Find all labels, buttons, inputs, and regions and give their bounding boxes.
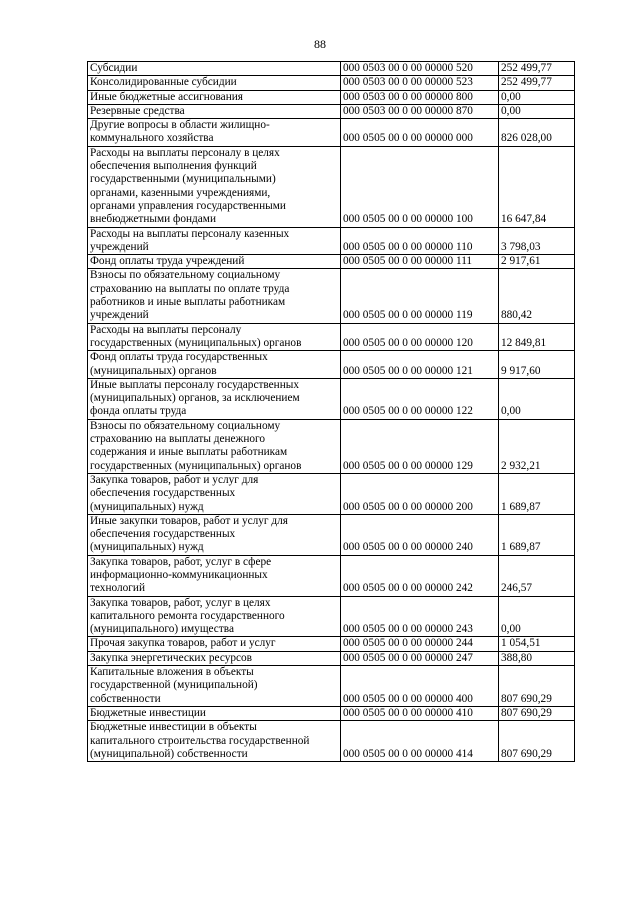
budget-code-cell: 000 0503 00 0 00 00000 520 xyxy=(341,62,499,76)
expense-name-line: Бюджетные инвестиции xyxy=(90,706,206,719)
budget-code-cell: 000 0505 00 0 00 00000 410 xyxy=(341,706,499,720)
expense-name-line: технологий xyxy=(90,582,146,595)
expense-name-line: Фонд оплаты труда учреждений xyxy=(90,255,245,268)
table-row xyxy=(88,351,575,379)
amount-cell: 16 647,84 xyxy=(499,146,575,227)
budget-code-cell: 000 0505 00 0 00 00000 247 xyxy=(341,651,499,665)
amount-cell: 1 689,87 xyxy=(499,473,575,514)
expense-name-line: Прочая закупка товаров, работ и услуг xyxy=(90,637,276,650)
table-row xyxy=(88,255,575,269)
budget-code-cell: 000 0505 00 0 00 00000 240 xyxy=(341,514,499,555)
budget-code-cell: 000 0505 00 0 00 00000 000 xyxy=(341,119,499,147)
expense-name-line: Расходы на выплаты персоналу xyxy=(90,323,242,336)
table-row xyxy=(88,146,575,227)
amount-cell: 807 690,29 xyxy=(499,721,575,762)
expense-name-line: Фонд оплаты труда государственных xyxy=(90,351,268,364)
expense-name-line: Иные закупки товаров, работ и услуг для xyxy=(90,514,288,527)
table-row xyxy=(88,596,575,637)
table-row xyxy=(88,706,575,720)
expense-name-line: (муниципальных) органов xyxy=(90,364,217,377)
amount-cell: 246,57 xyxy=(499,555,575,596)
expense-name-cell xyxy=(88,555,341,596)
budget-code-cell: 000 0505 00 0 00 00000 100 xyxy=(341,146,499,227)
budget-table xyxy=(87,61,575,762)
table-row xyxy=(88,666,575,707)
amount-cell: 807 690,29 xyxy=(499,706,575,720)
expense-name-line: работников и иные выплаты работникам xyxy=(90,296,286,309)
budget-code-cell: 000 0505 00 0 00 00000 244 xyxy=(341,637,499,651)
amount-cell: 826 028,00 xyxy=(499,119,575,147)
expense-name-line: Иные бюджетные ассигнования xyxy=(90,90,243,103)
amount-cell: 0,00 xyxy=(499,90,575,104)
expense-name-cell xyxy=(88,473,341,514)
expense-name-cell xyxy=(88,119,341,147)
expense-name-line: Закупка энергетических ресурсов xyxy=(90,651,252,664)
table-row xyxy=(88,76,575,90)
page-number: 88 xyxy=(314,37,326,51)
expense-name-line: (муниципальных) органов, за исключением xyxy=(90,392,300,405)
table-row xyxy=(88,637,575,651)
expense-name-line: страхованию на выплаты по оплате труда xyxy=(90,282,290,295)
expense-name-cell xyxy=(88,666,341,707)
expense-name-line: информационно-коммуникационных xyxy=(90,568,268,581)
amount-cell: 0,00 xyxy=(499,104,575,118)
table-row xyxy=(88,378,575,419)
expense-name-line: Взносы по обязательному социальному xyxy=(90,269,281,282)
table-row xyxy=(88,104,575,118)
budget-code-cell: 000 0505 00 0 00 00000 129 xyxy=(341,419,499,473)
table-row xyxy=(88,473,575,514)
expense-name-line: государственных (муниципальных) органов xyxy=(90,459,302,472)
expense-name-line: страхованию на выплаты денежного xyxy=(90,433,266,446)
expense-name-cell xyxy=(88,706,341,720)
expense-name-line: (муниципальных) нужд xyxy=(90,500,204,513)
expense-name-line: Закупка товаров, работ и услуг для xyxy=(90,473,259,486)
expense-name-cell xyxy=(88,323,341,351)
expense-name-line: (муниципальной) собственности xyxy=(90,747,248,760)
budget-code-cell: 000 0505 00 0 00 00000 400 xyxy=(341,666,499,707)
expense-name-line: собственности xyxy=(90,692,161,705)
expense-name-line: капитального строительства государственной xyxy=(90,734,310,747)
expense-name-line: Консолидированные субсидии xyxy=(90,76,237,89)
expense-name-line: органами, казенными учреждениями, xyxy=(90,186,271,199)
expense-name-cell xyxy=(88,351,341,379)
expense-name-line: Расходы на выплаты персоналу в целях xyxy=(90,146,280,159)
budget-code-cell: 000 0505 00 0 00 00000 243 xyxy=(341,596,499,637)
table-row xyxy=(88,651,575,665)
table-row xyxy=(88,90,575,104)
budget-code-cell: 000 0505 00 0 00 00000 200 xyxy=(341,473,499,514)
table-row xyxy=(88,514,575,555)
expense-name-cell xyxy=(88,596,341,637)
budget-code-cell: 000 0503 00 0 00 00000 800 xyxy=(341,90,499,104)
amount-cell: 252 499,77 xyxy=(499,62,575,76)
expense-name-line: Расходы на выплаты персоналу казенных xyxy=(90,227,290,240)
expense-name-line: (муниципальных) нужд xyxy=(90,541,204,554)
budget-table-body xyxy=(88,62,575,762)
table-row xyxy=(88,721,575,762)
amount-cell: 2 932,21 xyxy=(499,419,575,473)
expense-name-cell xyxy=(88,651,341,665)
table-row xyxy=(88,555,575,596)
expense-name-line: Другие вопросы в области жилищно- xyxy=(90,119,270,132)
expense-name-cell xyxy=(88,76,341,90)
expense-name-cell xyxy=(88,227,341,255)
amount-cell: 252 499,77 xyxy=(499,76,575,90)
amount-cell: 2 917,61 xyxy=(499,255,575,269)
budget-code-cell: 000 0505 00 0 00 00000 242 xyxy=(341,555,499,596)
expense-name-line: содержания и иные выплаты работникам xyxy=(90,446,288,459)
amount-cell: 1 054,51 xyxy=(499,637,575,651)
expense-name-cell xyxy=(88,90,341,104)
table-row xyxy=(88,323,575,351)
table-row xyxy=(88,119,575,147)
expense-name-line: Резервные средства xyxy=(90,104,185,117)
expense-name-line: обеспечения выполнения функций xyxy=(90,160,257,173)
amount-cell: 0,00 xyxy=(499,378,575,419)
expense-name-cell xyxy=(88,378,341,419)
expense-name-line: внебюджетными фондами xyxy=(90,213,216,226)
expense-name-line: учреждений xyxy=(90,240,149,253)
expense-name-line: Взносы по обязательному социальному xyxy=(90,419,281,432)
expense-name-line: государственных (муниципальных) органов xyxy=(90,336,302,349)
expense-name-line: Закупка товаров, работ, услуг в целях xyxy=(90,596,271,609)
expense-name-line: коммунального хозяйства xyxy=(90,132,214,145)
budget-code-cell: 000 0505 00 0 00 00000 119 xyxy=(341,269,499,323)
table-row xyxy=(88,62,575,76)
expense-name-line: обеспечения государственных xyxy=(90,487,236,500)
budget-code-cell: 000 0505 00 0 00 00000 120 xyxy=(341,323,499,351)
expense-name-line: капитального ремонта государственного xyxy=(90,609,285,622)
expense-name-line: Субсидии xyxy=(90,62,138,74)
budget-code-cell: 000 0503 00 0 00 00000 870 xyxy=(341,104,499,118)
expense-name-line: органами управления государственными xyxy=(90,199,286,212)
budget-code-cell: 000 0505 00 0 00 00000 121 xyxy=(341,351,499,379)
budget-code-cell: 000 0505 00 0 00 00000 122 xyxy=(341,378,499,419)
expense-name-cell xyxy=(88,637,341,651)
amount-cell: 0,00 xyxy=(499,596,575,637)
expense-name-cell xyxy=(88,514,341,555)
expense-name-line: фонда оплаты труда xyxy=(90,405,187,418)
budget-code-cell: 000 0505 00 0 00 00000 111 xyxy=(341,255,499,269)
expense-name-line: учреждений xyxy=(90,309,149,322)
budget-code-cell: 000 0505 00 0 00 00000 110 xyxy=(341,227,499,255)
expense-name-line: государственными (муниципальными) xyxy=(90,173,276,186)
expense-name-line: Капитальные вложения в объекты xyxy=(90,666,254,679)
expense-name-line: Иные выплаты персоналу государственных xyxy=(90,378,300,391)
amount-cell: 807 690,29 xyxy=(499,666,575,707)
expense-name-cell xyxy=(88,269,341,323)
expense-name-cell xyxy=(88,62,341,76)
expense-name-line: Закупка товаров, работ, услуг в сфере xyxy=(90,555,272,568)
expense-name-line: Бюджетные инвестиции в объекты xyxy=(90,721,257,734)
expense-name-cell xyxy=(88,255,341,269)
expense-name-line: (муниципального) имущества xyxy=(90,623,234,636)
table-row xyxy=(88,269,575,323)
table-row xyxy=(88,419,575,473)
expense-name-line: государственной (муниципальной) xyxy=(90,679,258,692)
expense-name-cell xyxy=(88,146,341,227)
budget-code-cell: 000 0505 00 0 00 00000 414 xyxy=(341,721,499,762)
amount-cell: 9 917,60 xyxy=(499,351,575,379)
amount-cell: 1 689,87 xyxy=(499,514,575,555)
amount-cell: 12 849,81 xyxy=(499,323,575,351)
budget-code-cell: 000 0503 00 0 00 00000 523 xyxy=(341,76,499,90)
amount-cell: 3 798,03 xyxy=(499,227,575,255)
expense-name-line: обеспечения государственных xyxy=(90,528,236,541)
expense-name-cell xyxy=(88,419,341,473)
expense-name-cell xyxy=(88,104,341,118)
expense-name-cell xyxy=(88,721,341,762)
amount-cell: 388,80 xyxy=(499,651,575,665)
amount-cell: 880,42 xyxy=(499,269,575,323)
table-row xyxy=(88,227,575,255)
